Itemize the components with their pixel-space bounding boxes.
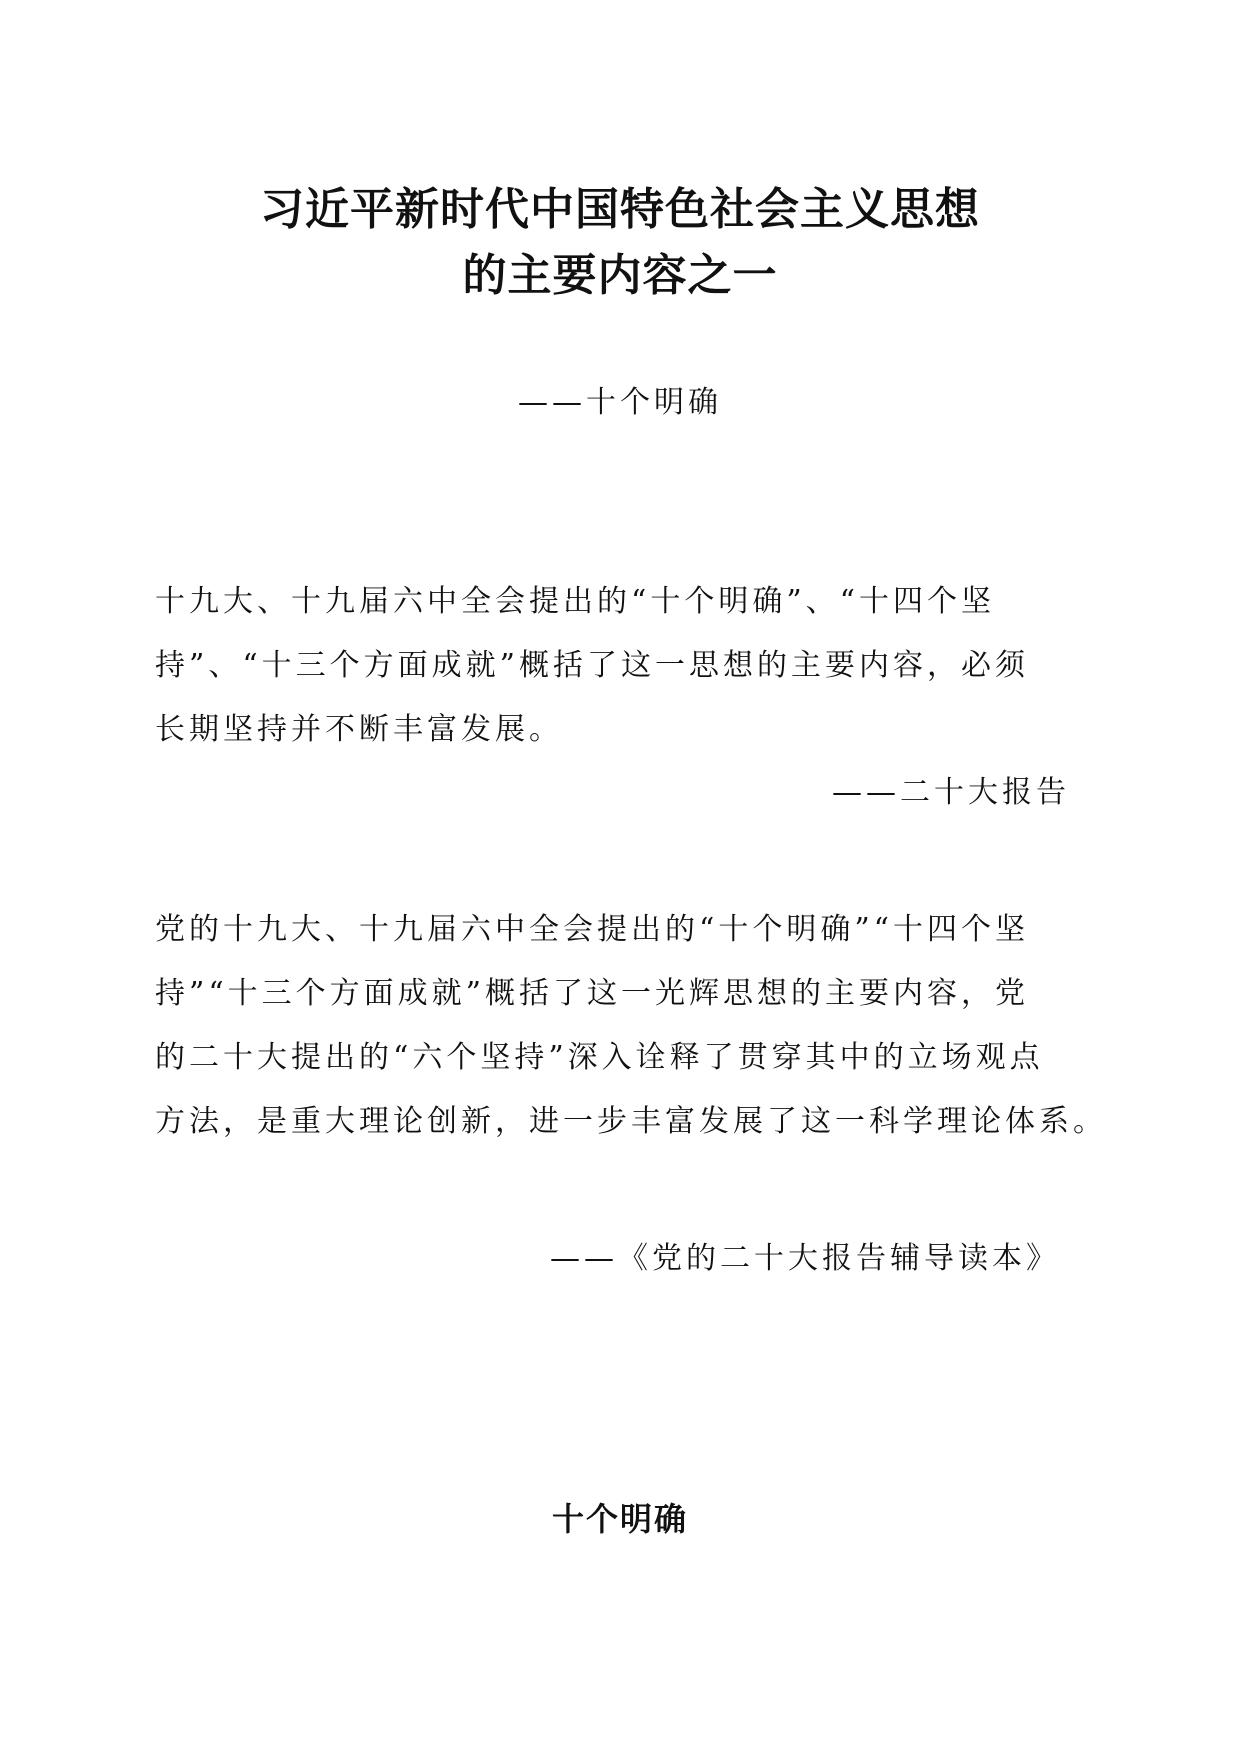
- section-heading: 十个明确: [551, 1500, 688, 1538]
- quote-1-line-3: 长期坚持并不断丰富发展。: [155, 712, 563, 747]
- quote-1-attribution: ——二十大报告: [832, 775, 1070, 810]
- document-title-line-2: 的主要内容之一: [462, 250, 778, 301]
- quote-1-line-1: 十九大、十九届六中全会提出的“十个明确”、“十四个坚: [155, 584, 996, 619]
- quote-1-line-2: 持”、“十三个方面成就”概括了这一思想的主要内容，必须: [155, 648, 1030, 683]
- quote-2-attribution: ——《党的二十大报告辅导读本》: [550, 1241, 1060, 1276]
- quote-paragraph-1: [155, 570, 1085, 762]
- quote-2-line-4: 方法，是重大理论创新，进一步丰富发展了这一科学理论体系。: [155, 1104, 1107, 1139]
- quote-2-line-1: 党的十九大、十九届六中全会提出的“十个明确”“十四个坚: [155, 912, 1030, 947]
- document-subtitle: ——十个明确: [518, 385, 722, 420]
- document-title-line-1: 习近平新时代中国特色社会主义思想: [260, 184, 980, 235]
- quote-paragraph-2: [155, 898, 1107, 1154]
- quote-2-line-2: 持”“十三个方面成就”概括了这一光辉思想的主要内容，党: [155, 976, 1030, 1011]
- quote-2-line-3: 的二十大提出的“六个坚持”深入诠释了贯穿其中的立场观点: [155, 1040, 1044, 1075]
